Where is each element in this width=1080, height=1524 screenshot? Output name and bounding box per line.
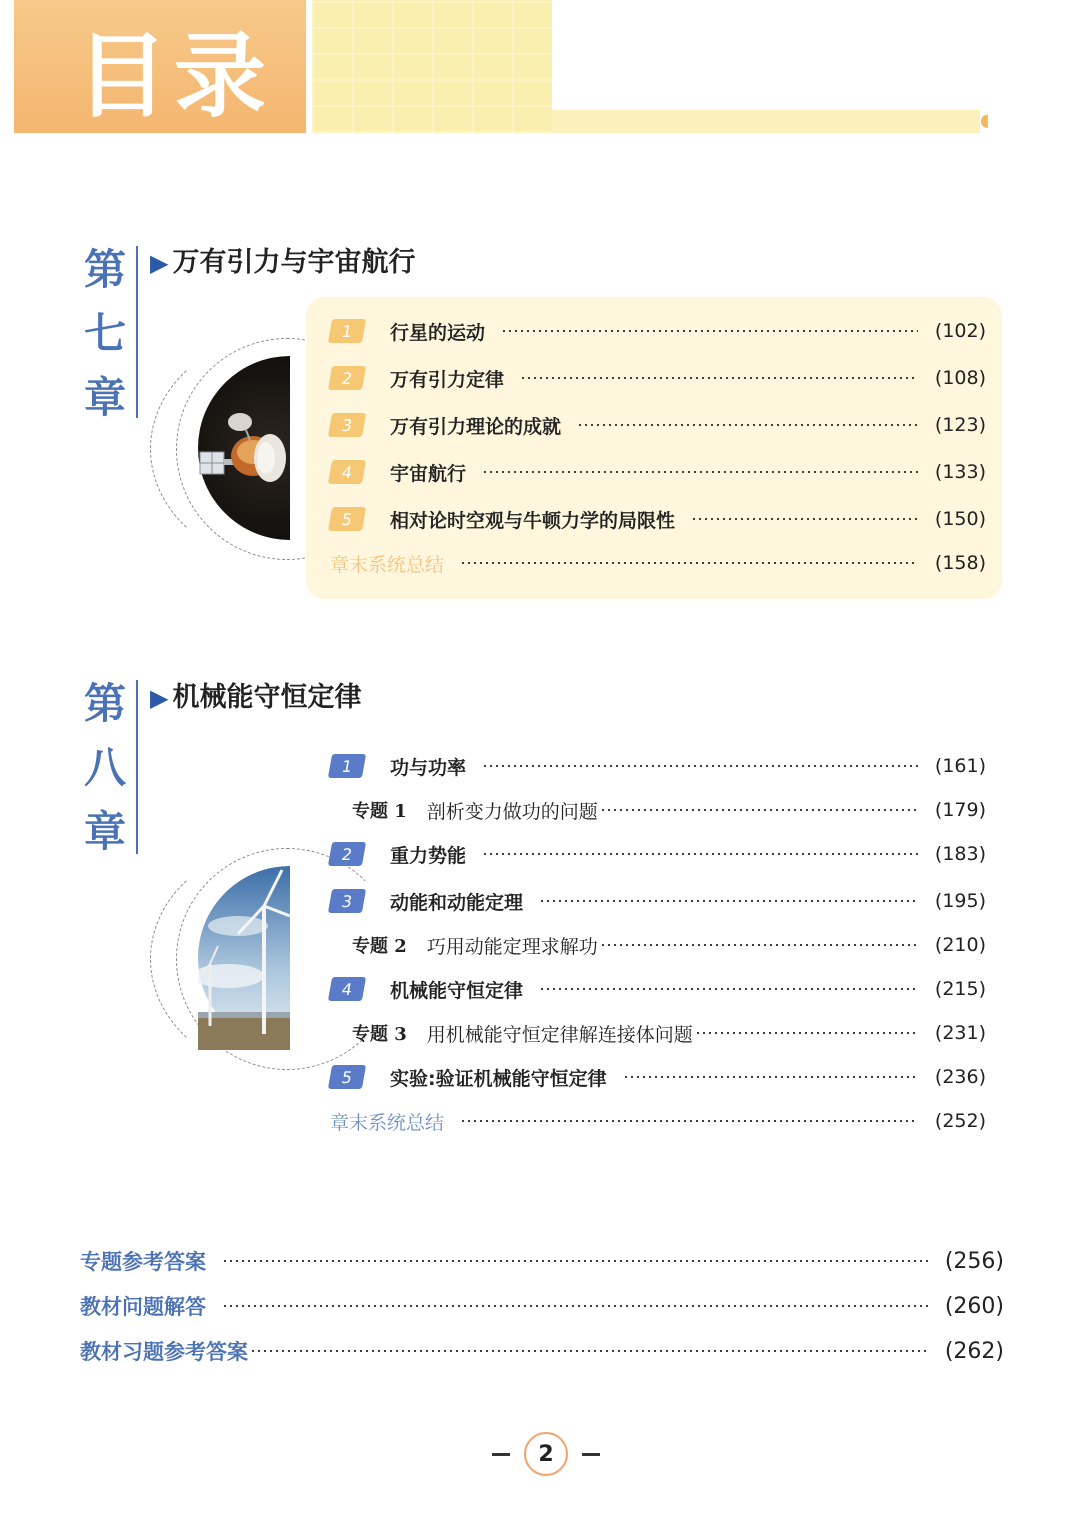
section-title: 相对论时空观与牛顿力学的局限性 [390,509,676,532]
page-ref: (133) [934,461,986,483]
leader-dots [600,944,918,946]
topic-title: 剖析变力做功的问题 [426,800,598,823]
chapter-label-char: 第 [83,245,126,294]
section-title: 万有引力理论的成就 [390,415,562,438]
topic-label: 专题 2 [352,936,407,957]
appendix-entry[interactable] [80,1334,1004,1368]
appendix-entry[interactable] [80,1289,1004,1323]
page-ref: (123) [934,414,986,436]
toc-entry-summary[interactable] [330,548,986,578]
toc-entry[interactable] [330,316,986,346]
topic-title: 巧用动能定理求解功 [426,935,598,958]
toc-entry[interactable] [330,886,986,916]
leader-dots [460,562,918,564]
section-title: 宇宙航行 [390,462,467,485]
footer-dash [492,1453,510,1456]
section-number-badge: 5 [328,1065,366,1089]
leader-dots [577,424,918,426]
section-title: 动能和动能定理 [390,891,524,914]
section-number-badge: 4 [328,460,366,484]
leader-dots [482,853,918,855]
toc-entry[interactable] [330,457,986,487]
topic-label: 专题 1 [352,801,407,822]
chapter8-title-text: 机械能守恒定律 [172,682,362,713]
footer-dash [582,1453,600,1456]
plug-icon: ◖ [980,110,990,131]
chapter8-divider [136,680,138,854]
section-title: 万有引力定律 [390,368,505,391]
topic-title: 用机械能守恒定律解连接体问题 [426,1023,693,1046]
toc-entry-topic[interactable] [330,1018,986,1048]
page-ref: (252) [934,1110,986,1132]
chapter-label-char: 章 [83,373,126,422]
toc-entry-summary[interactable] [330,1106,986,1136]
summary-title: 章末系统总结 [330,1111,445,1134]
page-title: 目录 [76,23,273,130]
toc-entry-topic[interactable] [330,930,986,960]
page-ref: (236) [934,1066,986,1088]
appendix-title: 专题参考答案 [80,1250,206,1274]
page-ref: (102) [934,320,986,342]
section-title: 功与功率 [390,756,467,779]
appendix-entry[interactable] [80,1244,1004,1278]
page-ref: (231) [934,1022,986,1044]
chapter-label-char: 七 [83,309,126,358]
page-ref: (179) [934,799,986,821]
toc-entry[interactable] [330,751,986,781]
leader-dots [482,471,918,473]
topic-label: 专题 3 [352,1024,407,1045]
chapter-label-char: 章 [83,807,126,856]
page-ref: (210) [934,934,986,956]
section-number-badge: 2 [328,366,366,390]
section-number-badge: 1 [328,754,366,778]
leader-dots [222,1260,928,1262]
leader-dots [460,1120,918,1122]
satellite-image [198,356,290,540]
toc-entry[interactable] [330,410,986,440]
triangle-icon: ▶ [150,684,169,712]
chapter7-label [82,238,128,430]
leader-dots [600,809,918,811]
leader-dots [623,1076,918,1078]
toc-entry[interactable] [330,974,986,1004]
toc-entry-topic[interactable] [330,795,986,825]
page-ref: (260) [944,1293,1004,1319]
leader-dots [501,330,918,332]
chapter7-title-text: 万有引力与宇宙航行 [172,247,416,278]
page-ref: (158) [934,552,986,574]
triangle-icon: ▶ [150,249,169,277]
section-title: 行星的运动 [390,321,486,344]
chapter7-divider [136,246,138,418]
chapter7-title[interactable] [150,243,415,283]
page-ref: (195) [934,890,986,912]
chapter8-label [82,672,128,864]
toc-entry[interactable] [330,504,986,534]
header-strip [552,110,980,133]
toc-entry[interactable] [330,1062,986,1092]
header-decoration [312,0,552,133]
leader-dots [482,765,918,767]
section-number-badge: 3 [328,889,366,913]
appendix-title: 教材问题解答 [80,1295,206,1319]
appendix-title: 教材习题参考答案 [80,1340,248,1364]
page-ref: (262) [944,1338,1004,1364]
page-footer [492,1432,600,1476]
leader-dots [222,1305,928,1307]
page-ref: (108) [934,367,986,389]
section-title: 重力势能 [390,844,467,867]
section-title: 机械能守恒定律 [390,979,524,1002]
page-ref: (150) [934,508,986,530]
page-ref: (256) [944,1248,1004,1274]
chapter8-title[interactable] [150,678,361,718]
toc-entry[interactable] [330,363,986,393]
leader-dots [695,1032,918,1034]
leader-dots [520,377,918,379]
summary-title: 章末系统总结 [330,553,445,576]
section-number-badge: 5 [328,507,366,531]
leader-dots [539,900,918,902]
section-title: 实验:验证机械能守恒定律 [390,1067,607,1090]
section-number-badge: 4 [328,977,366,1001]
page-ref: (215) [934,978,986,1000]
chapter-label-char: 八 [83,743,126,792]
section-number-badge: 1 [328,319,366,343]
page-ref: (183) [934,843,986,865]
leader-dots [691,518,918,520]
toc-entry[interactable] [330,839,986,869]
section-number-badge: 2 [328,842,366,866]
leader-dots [539,988,918,990]
wind-turbine-image [198,866,290,1050]
leader-dots [250,1350,928,1352]
section-number-badge: 3 [328,413,366,437]
page-ref: (161) [934,755,986,777]
chapter-label-char: 第 [83,679,126,728]
page-number: 2 [524,1432,568,1476]
